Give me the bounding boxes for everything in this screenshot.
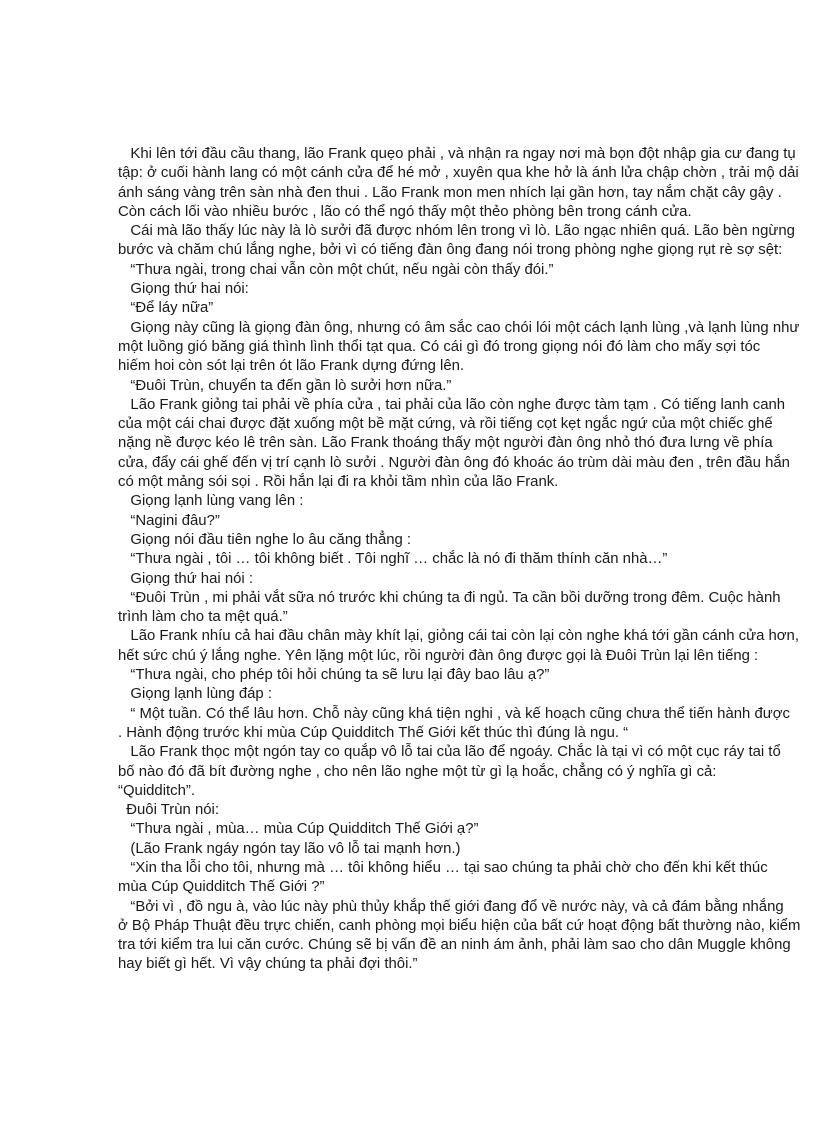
text-line: Lão Frank giỏng tai phải về phía cửa , tai phải của lão còn nghe được tàm tạm . Có tiếng lanh canh: [118, 396, 786, 413]
text-line: [118, 975, 816, 994]
text-line: “Đuôi Trùn, chuyển ta đến gần lò sưởi hơn nữa.”: [118, 377, 452, 394]
text-line: “Nagini đâu?”: [118, 512, 220, 529]
text-line: cửa, đẩy cái ghế đến vị trí cạnh lò sưởi . Người đàn ông đó khoác áo trùm dài màu đen , trên đầu hắn: [118, 454, 790, 471]
text-line: “Đuôi Trùn , mi phải vắt sữa nó trước khi chúng ta đi ngủ. Ta cần bồi dưỡng trong đêm. Cuộc hành: [118, 589, 781, 606]
text-line: tra tới kiểm tra lui căn cước. Chúng sẽ bị vấn đề an ninh ám ảnh, phải làm sao cho dân Muggle không: [118, 937, 791, 954]
text-line: trình làm cho ta mệt quá.”: [118, 609, 288, 626]
text-line: hay biết gì hết. Vì vậy chúng ta phải đợi thôi.”: [118, 956, 418, 973]
text-line: Khi lên tới đầu cầu thang, lão Frank quẹo phải , và nhận ra ngay nơi mà bọn đột nhập gia cư đang tụ: [118, 146, 796, 162]
text-line: Giọng lạnh lùng vang lên :: [118, 493, 304, 510]
text-line: Giọng này cũng là giọng đàn ông, nhưng có âm sắc cao chói lói một cách lạnh lùng ,và lạnh lùng như: [118, 319, 800, 336]
text-line: “Thưa ngài , tôi … tôi không biết . Tôi nghĩ … chắc là nó đi thăm thính căn nhà…”: [118, 551, 668, 568]
text-line: ánh sáng vàng trên sàn nhà đen thui . Lão Frank mon men nhích lại gần hơn, tay nắm chặt cây gậy .: [118, 184, 782, 201]
text-line: của một cái chai được đặt xuống một bề mặt cứng, và rồi tiếng cọt kẹt ngắc ngứ của một chiếc ghế: [118, 416, 773, 433]
text-line: có một mảng sói sọi . Rồi hắn lại đi ra khỏi tầm nhìn của lão Frank.: [118, 474, 559, 491]
text-line: tập: ở cuối hành lang có một cánh cửa để hé mở , xuyên qua khe hở là ánh lửa chập chờn , trải mộ dải: [118, 165, 799, 182]
text-line: “Để láy nữa”: [118, 300, 214, 317]
document-page: [118, 145, 816, 994]
text-line: bố nào đó đã bít đường nghe , cho nên lão nghe một từ gì lạ hoắc, chẳng có ý nghĩa gì cả:: [118, 763, 717, 780]
text-line: “ Một tuần. Có thể lâu hơn. Chỗ này cũng khá tiện nghi , và kế hoạch cũng chưa thể tiến hành được: [118, 705, 790, 722]
text-line: Giọng thứ hai nói :: [118, 570, 253, 587]
text-line: Lão Frank thọc một ngón tay co quắp vô lỗ tai của lão để ngoáy. Chắc là tại vì có một cục ráy tai tổ: [118, 744, 781, 761]
text-line: mùa Cúp Quidditch Thế Giới ?”: [118, 879, 325, 896]
text-line: “Xin tha lỗi cho tôi, nhưng mà … tôi không hiểu … tại sao chúng ta phải chờ cho đến khi kết thúc: [118, 859, 768, 876]
text-line: “Quidditch”.: [118, 782, 195, 799]
text-line: Đuôi Trùn nói:: [118, 802, 219, 819]
text-line: Còn cách lối vào nhiều bước , lão có thể ngó thấy một thẻo phòng bên trong cánh cửa.: [118, 203, 692, 220]
text-line: Giọng lạnh lùng đáp :: [118, 686, 272, 703]
text-line: “Thưa ngài, cho phép tôi hỏi chúng ta sẽ lưu lại đây bao lâu ạ?”: [118, 667, 550, 684]
text-line: “Bởi vì , đồ ngu à, vào lúc này phù thủy khắp thế giới đang đổ về nước này, và cả đám bằng nhắng: [118, 898, 784, 915]
text-line: hiếm hoi còn sót lại trên ót lão Frank dựng đứng lên.: [118, 358, 465, 375]
text-line: . Hành động trước khi mùa Cúp Quidditch Thế Giới kết thúc thì đúng là ngu. “: [118, 724, 629, 741]
text-line: Giọng nói đầu tiên nghe lo âu căng thẳng :: [118, 531, 412, 548]
text-line: (Lão Frank ngáy ngón tay lão vô lỗ tai mạnh hơn.): [118, 840, 461, 857]
text-line: “Thưa ngài, trong chai vẫn còn một chút, nếu ngài còn thấy đói.”: [118, 261, 554, 278]
text-line: Cái mà lão thấy lúc này là lò sưởi đã được nhóm lên trong vì lò. Lão ngạc nhiên quá. Lão bèn ngừng: [118, 223, 795, 240]
text-line: bước và chăm chú lắng nghe, bởi vì có tiếng đàn ông đang nói trong phòng nghe giọng rụt rè sợ sệt:: [118, 242, 783, 259]
text-line: hết sức chú ý lắng nghe. Yên lặng một lúc, rồi người đàn ông được gọi là Đuôi Trùn lại lên tiếng :: [118, 647, 759, 664]
text-line: “Thưa ngài , mùa… mùa Cúp Quidditch Thế Giới ạ?”: [118, 821, 479, 838]
text-line: ở Bộ Pháp Thuật đều trực chiến, canh phòng mọi biểu hiện của bất cứ hoạt động bất thường nào, kiểm: [118, 917, 801, 934]
text-line: Giọng thứ hai nói:: [118, 281, 249, 298]
text-line: nặng nề được kéo lê trên sàn. Lão Frank thoáng thấy một người đàn ông nhỏ thó đưa lưng về phía: [118, 435, 773, 452]
text-line: Lão Frank nhíu cả hai đầu chân mày khít lại, giỏng cái tai còn lại còn nghe khá tới gần cánh cửa hơn,: [118, 628, 799, 645]
text-line: một luồng gió băng giá thình lình thổi tạt qua. Có cái gì đó trong giọng nói đó làm cho mấy sợi tóc: [118, 338, 761, 355]
